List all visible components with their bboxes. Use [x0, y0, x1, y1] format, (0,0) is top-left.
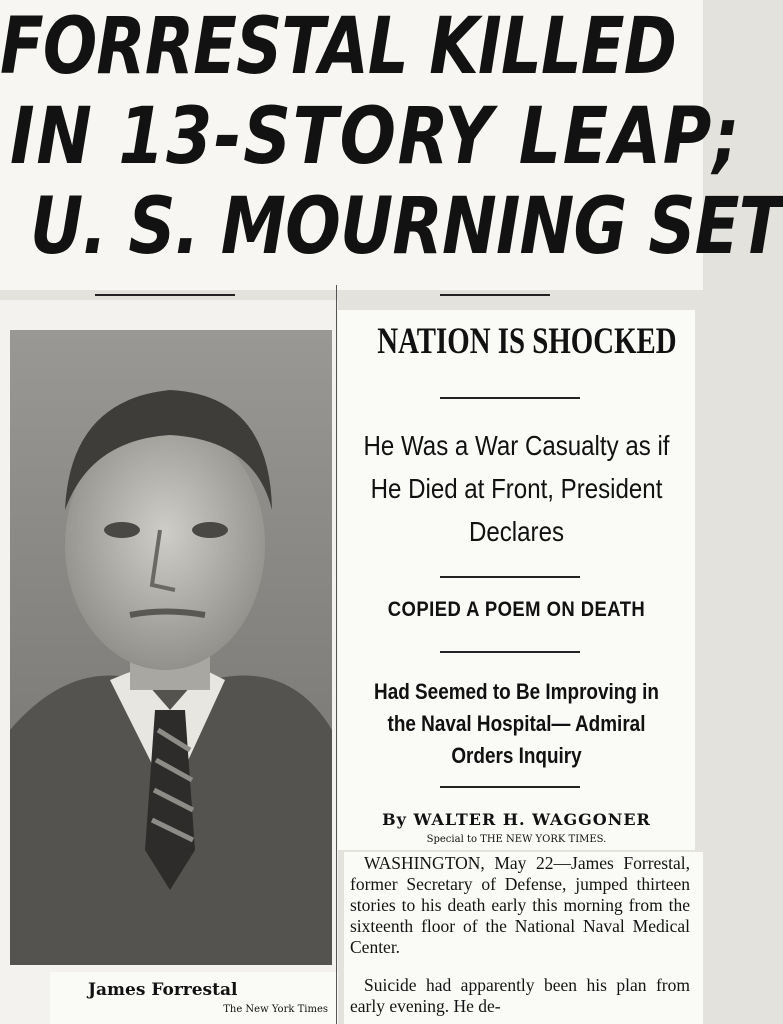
deck-war-casualty: He Was a War Casualty as if He Died at Front, President Declares: [363, 430, 670, 547]
deck-naval-hospital: Had Seemed to Be Improving in the Naval Hospital— Admiral Orders Inquiry: [374, 679, 659, 768]
headline-line-2: IN 13-STORY LEAP;: [10, 92, 742, 182]
article-paragraph: Suicide had apparently been his plan from early evening. He de-: [350, 975, 690, 1016]
deck-rule: [440, 651, 580, 653]
caption-name: James Forrestal: [88, 980, 238, 1000]
portrait-photo: [10, 330, 332, 965]
headline-block: [0, 0, 783, 290]
deck-rule: [440, 397, 580, 399]
headline-line-3: U. S. MOURNING SET: [30, 182, 783, 272]
separator-rule: [95, 294, 235, 296]
column-divider: [336, 285, 337, 1024]
caption-credit: The New York Times: [223, 1004, 328, 1015]
deck-rule: [440, 786, 580, 788]
special-credit: Special to THE NEW YORK TIMES.: [426, 834, 607, 845]
article-paragraph: WASHINGTON, May 22—James Forrestal, former Secretary of Defense, jumped thirteen stories to his death early this morning from the sixteenth floor of the National Naval Medical Center.: [350, 853, 690, 957]
photo-caption: [50, 972, 338, 1024]
deck-nation-shocked: NATION IS SHOCKED: [377, 321, 677, 362]
deck-rule: [440, 576, 580, 578]
deck-poem: COPIED A POEM ON DEATH: [387, 598, 646, 621]
byline: By WALTER H. WAGGONER: [382, 810, 651, 829]
headline-line-1: FORRESTAL KILLED: [0, 2, 677, 92]
separator-rule: [440, 294, 550, 296]
